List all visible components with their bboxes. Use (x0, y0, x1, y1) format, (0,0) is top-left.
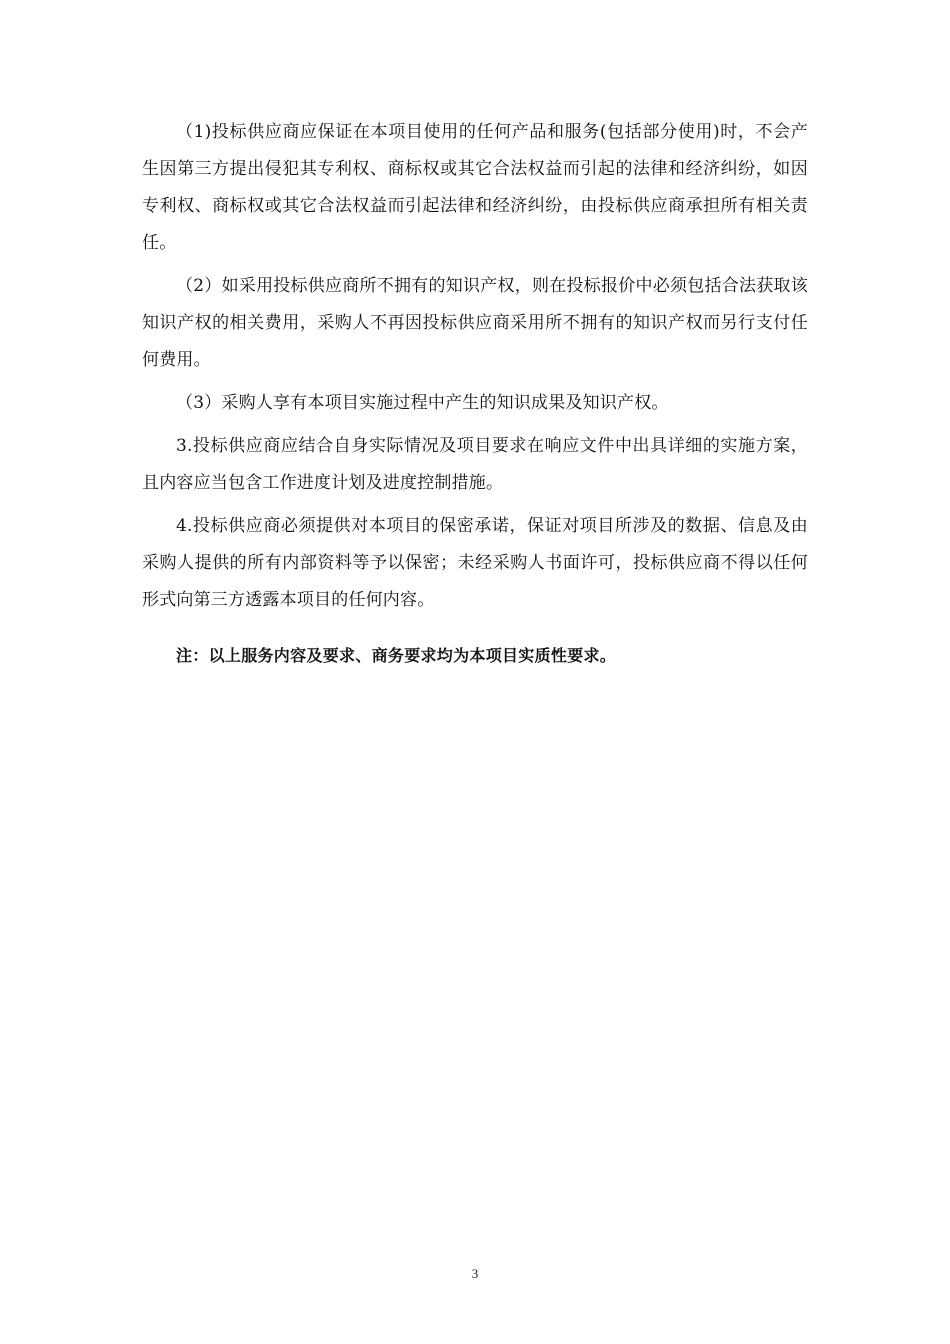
paragraph-ip-warranty: （1)投标供应商应保证在本项目使用的任何产品和服务(包括部分使用)时，不会产生因第三方提出侵犯其专利权、商标权或其它合法权益而引起的法律和经济纠纷，如因专利权、商标权或其它合法权益而引起法律和经济纠纷，由投标供应商承担所有相关责任。 (142, 122, 808, 253)
paragraph-ip-licensing-cost: （2）如采用投标供应商所不拥有的知识产权，则在投标报价中必须包括合法获取该知识产权的相关费用，采购人不再因投标供应商采用所不拥有的知识产权而另行支付任何费用。 (142, 276, 808, 370)
substantive-requirements-note: 注：以上服务内容及要求、商务要求均为本项目实质性要求。 (176, 646, 617, 665)
document-body (142, 114, 808, 671)
page-number: 3 (471, 1266, 479, 1281)
paragraph-confidentiality: 4.投标供应商必须提供对本项目的保密承诺，保证对项目所涉及的数据、信息及由采购人提供的所有内部资料等予以保密；未经采购人书面许可，投标供应商不得以任何形式向第三方透露本项目的任何内容。 (142, 516, 808, 610)
paragraph-ip-ownership: （3）采购人享有本项目实施过程中产生的知识成果及知识产权。 (176, 393, 669, 413)
paragraph-implementation-plan: 3.投标供应商应结合自身实际情况及项目要求在响应文件中出具详细的实施方案，且内容应当包含工作进度计划及进度控制措施。 (142, 436, 808, 493)
